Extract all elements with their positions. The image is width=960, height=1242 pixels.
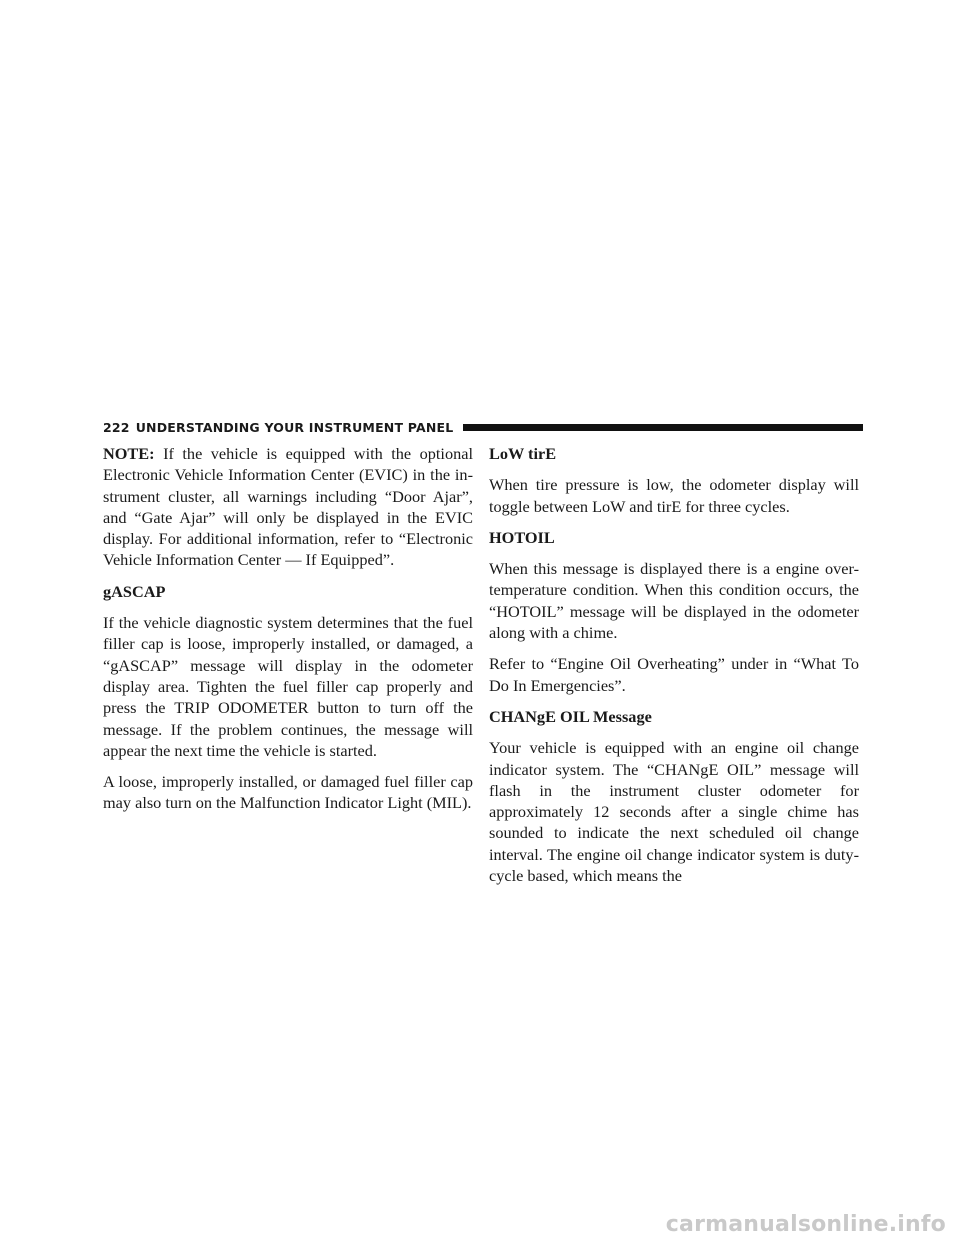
gascap-paragraph-1: If the vehicle diagnostic system determines that the fuel filler cap is loose, improperly installed, or damaged, a “gASCAP” message will display in the odometer display area. Tighten the fuel filler cap properly and press the TRIP ODOMETER button to turn off the message. If the problem continues, the message will appear the next time the vehicle is started. xyxy=(103,613,473,760)
low-tire-paragraph: When tire pressure is low, the odometer display will toggle between LoW and tirE for three cycles. xyxy=(489,475,859,516)
watermark-link[interactable]: carmanualsonline.info xyxy=(665,1212,946,1237)
hot-oil-paragraph-2: Refer to “Engine Oil Overheating” under in “What To Do In Emergencies”. xyxy=(489,654,859,695)
page-header xyxy=(103,419,863,435)
gascap-heading: gASCAP xyxy=(103,581,166,601)
note-text: If the vehicle is equipped with the optional Electronic Vehicle Information Center (EVIC) in the in-strument cluster, all warnings including “Door Ajar”, and “Gate Ajar” will only be displayed in the EVIC display. For additional information, refer to “Electronic Vehicle Information Center — If Equipped”. xyxy=(103,444,473,570)
low-tire-heading: LoW tirE xyxy=(489,444,557,463)
gascap-paragraph-2: A loose, improperly installed, or damaged fuel filler cap may also turn on the Malfunction Indicator Light (MIL). xyxy=(103,772,473,813)
section-title: UNDERSTANDING YOUR INSTRUMENT PANEL xyxy=(135,419,454,435)
note-paragraph xyxy=(103,443,473,571)
hot-oil-heading: HOTOIL xyxy=(489,527,555,547)
right-column xyxy=(489,443,859,896)
left-column xyxy=(103,443,473,824)
note-label: NOTE: xyxy=(103,444,155,463)
header-rule xyxy=(463,424,863,431)
change-oil-heading: CHANgE OIL Message xyxy=(489,706,652,726)
hot-oil-paragraph-1: When this message is displayed there is a engine over-temperature condition. When this condition occurs, the “HOTOIL” message will be displayed in the odometer along with a chime. xyxy=(489,559,859,643)
change-oil-paragraph: Your vehicle is equipped with an engine oil change indicator system. The “CHANgE OIL” message will flash in the instrument cluster odometer for approximately 12 seconds after a single chime has sounded to indicate the next scheduled oil change interval. The engine oil change indicator system is duty-cycle based, which means the xyxy=(489,738,859,886)
page-number: 222 xyxy=(103,419,130,435)
